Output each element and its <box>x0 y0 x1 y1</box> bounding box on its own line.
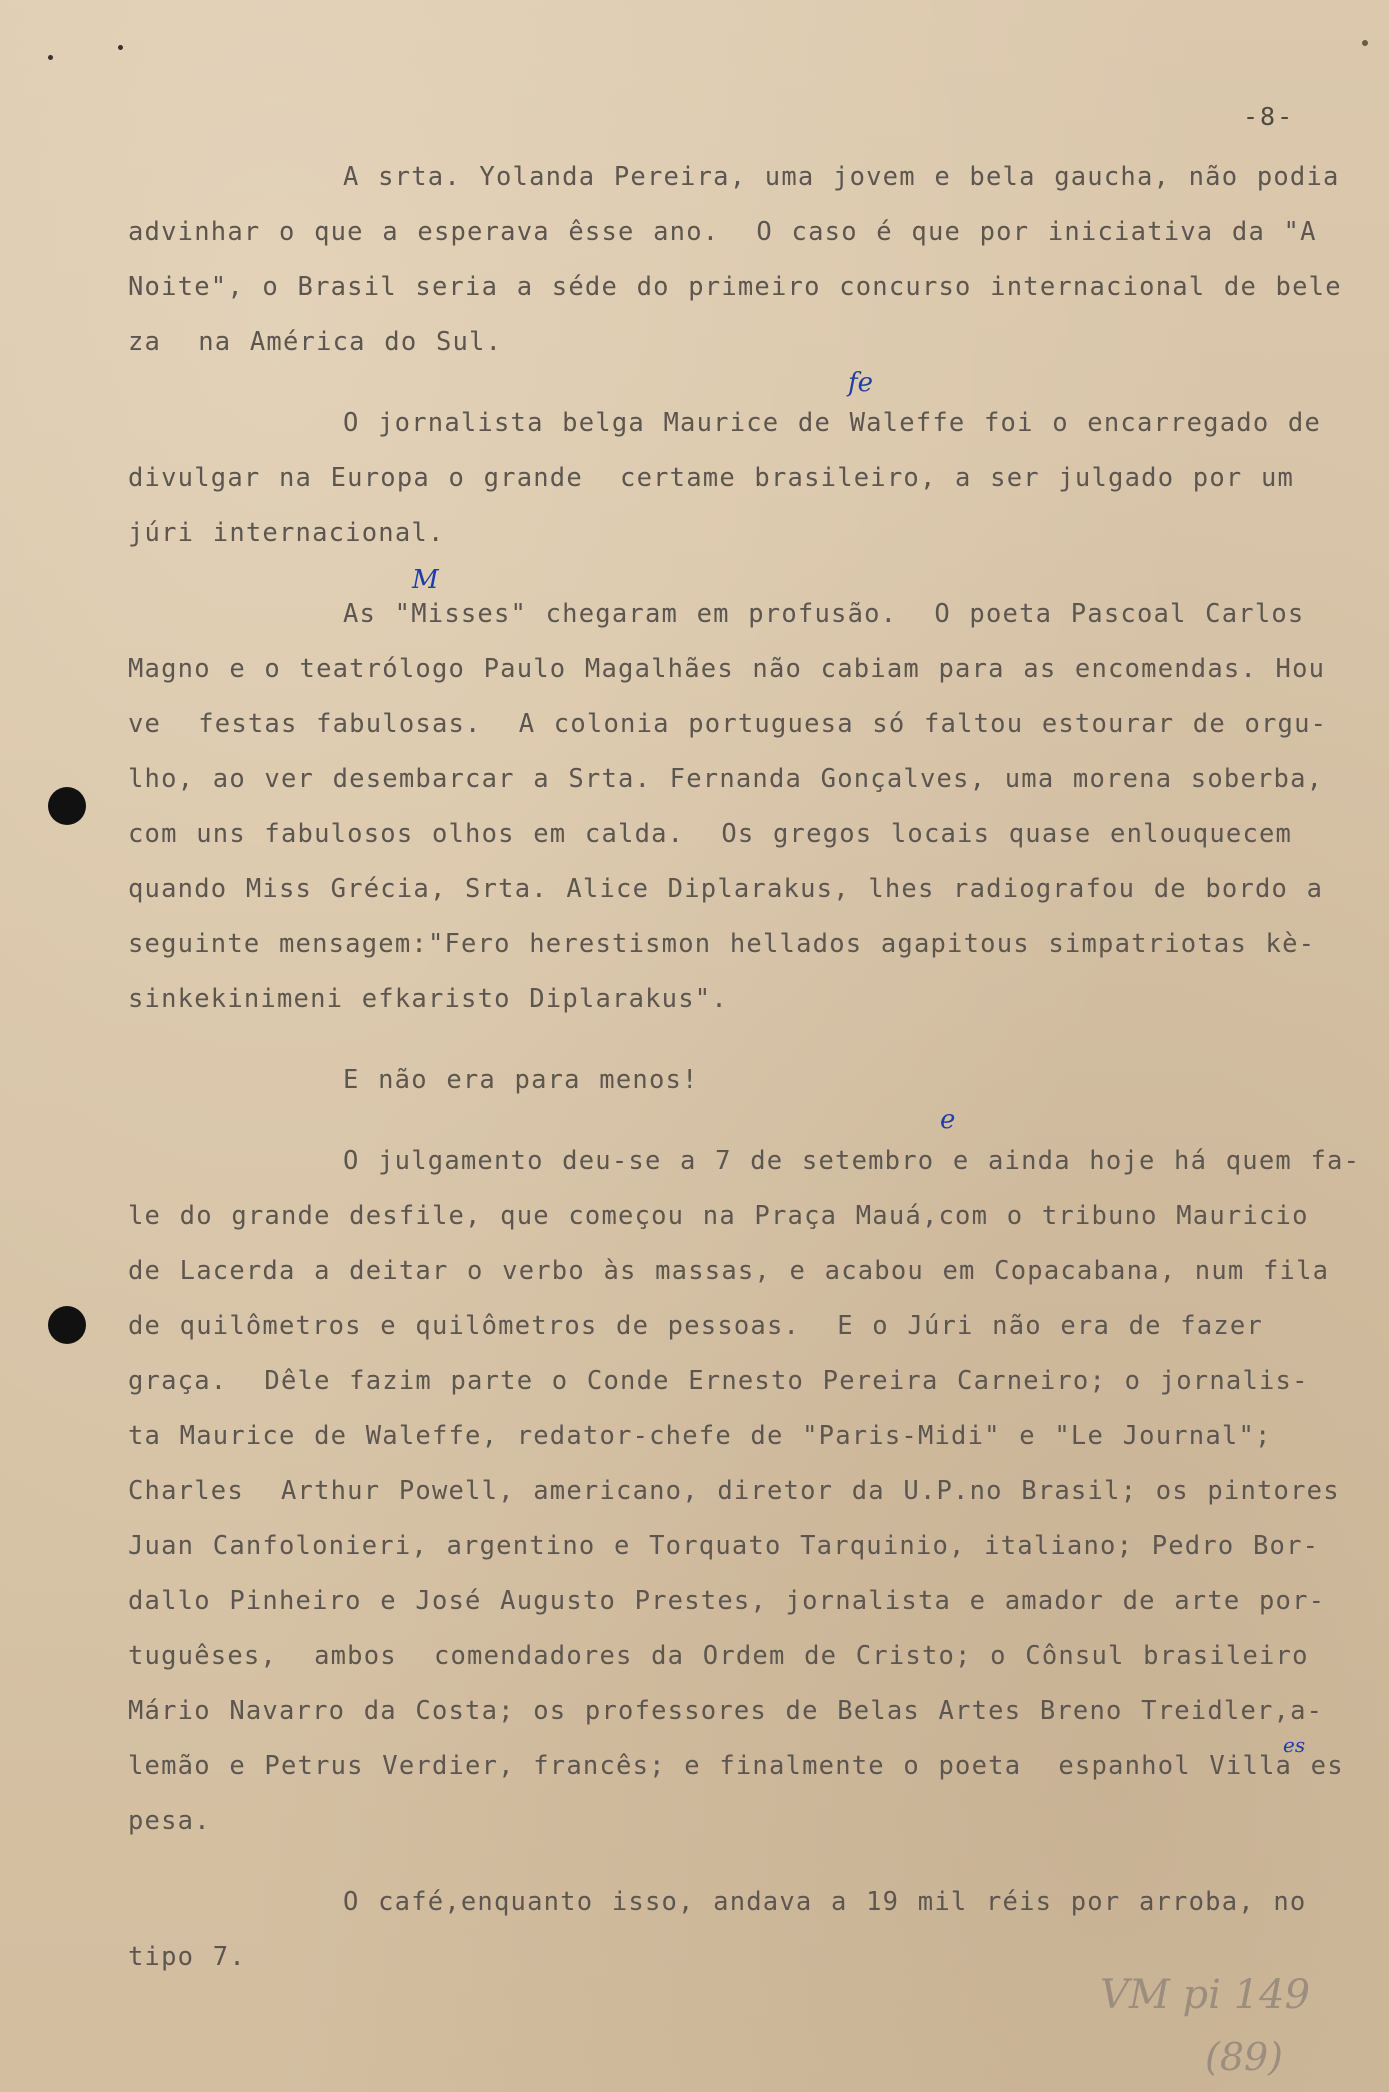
paper-speck <box>118 45 123 50</box>
paragraph <box>128 150 1342 370</box>
text-line: O café,enquanto isso, andava a 19 mil réis por arroba, no <box>343 1887 1307 1917</box>
text-line: ta Maurice de Waleffe, redator-chefe de "Paris-Midi" e "Le Journal"; <box>128 1421 1272 1451</box>
paragraph <box>128 1134 1361 1849</box>
text-line: le do grande desfile, que começou na Praça Mauá,com o tribuno Mauricio <box>128 1201 1309 1231</box>
text-line: divulgar na Europa o grande certame brasileiro, a ser julgado por um <box>128 463 1295 493</box>
text-line: E não era para menos! <box>343 1065 699 1095</box>
text-line: graça. Dêle fazim parte o Conde Ernesto Pereira Carneiro; o jornalis- <box>128 1366 1309 1396</box>
text-line: sinkekinimeni efkaristo Diplarakus". <box>128 984 728 1014</box>
text-line: tuguêses, ambos comendadores da Ordem de Cristo; o Cônsul brasileiro <box>128 1641 1309 1671</box>
text-line: de Lacerda a deitar o verbo às massas, e acabou em Copacabana, num fila <box>128 1256 1330 1286</box>
paper-speck <box>48 55 53 60</box>
paragraph <box>128 1053 1328 1108</box>
text-line: júri internacional. <box>128 518 445 548</box>
text-line: Magno e o teatrólogo Paulo Magalhães não cabiam para as encomendas. Hou <box>128 654 1326 684</box>
text-line: O jornalista belga Maurice de Waleffe foi o encarregado de <box>343 408 1322 438</box>
text-line: Juan Canfolonieri, argentino e Torquato Tarquinio, italiano; Pedro Bor- <box>128 1531 1320 1561</box>
text-line: O julgamento deu-se a 7 de setembro e ainda hoje há quem fa- <box>343 1146 1361 1176</box>
text-line: pesa. <box>128 1806 211 1836</box>
text-line: advinhar o que a esperava êsse ano. O caso é que por iniciativa da "A <box>128 217 1317 247</box>
text-line: quando Miss Grécia, Srta. Alice Diplarakus, lhes radiografou de bordo a <box>128 874 1324 904</box>
text-line: Noite", o Brasil seria a séde do primeiro concurso internacional de bele <box>128 272 1342 302</box>
handwritten-correction: fe <box>848 368 874 398</box>
typed-text-body <box>128 150 1361 2011</box>
punch-hole <box>48 1306 86 1344</box>
text-line: Mário Navarro da Costa; os professores de Belas Artes Breno Treidler,a- <box>128 1696 1324 1726</box>
paper-speck <box>1362 40 1368 46</box>
text-line: za na América do Sul. <box>128 327 503 357</box>
punch-hole <box>48 787 86 825</box>
paragraph <box>128 587 1328 1027</box>
page-number: -8- <box>1243 102 1295 131</box>
text-line: com uns fabulosos olhos em calda. Os gregos locais quase enlouquecem <box>128 819 1293 849</box>
paragraph <box>128 1875 1328 1985</box>
text-line: dallo Pinheiro e José Augusto Prestes, jornalista e amador de arte por- <box>128 1586 1326 1616</box>
text-line: lemão e Petrus Verdier, francês; e finalmente o poeta espanhol Villa es <box>128 1751 1344 1781</box>
text-line: As "Misses" chegaram em profusão. O poeta Pascoal Carlos <box>343 599 1305 629</box>
paragraph <box>128 396 1328 561</box>
handwritten-correction: e <box>940 1105 956 1135</box>
text-line: seguinte mensagem:"Fero herestismon hellados agapitous simpatriotas kè- <box>128 929 1316 959</box>
text-line: A srta. Yolanda Pereira, uma jovem e bela gaucha, não podia <box>343 162 1340 192</box>
archive-pencil-mark: VM pi 149 <box>1100 1972 1311 2018</box>
text-line: de quilômetros e quilômetros de pessoas. E o Júri não era de fazer <box>128 1311 1264 1341</box>
text-line: ve festas fabulosas. A colonia portuguesa só faltou estourar de orgu- <box>128 709 1328 739</box>
archive-pencil-number: (89) <box>1205 2035 1284 2079</box>
handwritten-correction: M <box>412 565 439 595</box>
text-line: lho, ao ver desembarcar a Srta. Fernanda Gonçalves, uma morena soberba, <box>128 764 1324 794</box>
text-line: Charles Arthur Powell, americano, diretor da U.P.no Brasil; os pintores <box>128 1476 1340 1506</box>
text-line: tipo 7. <box>128 1942 246 1972</box>
handwritten-correction: es <box>1283 1733 1306 1757</box>
